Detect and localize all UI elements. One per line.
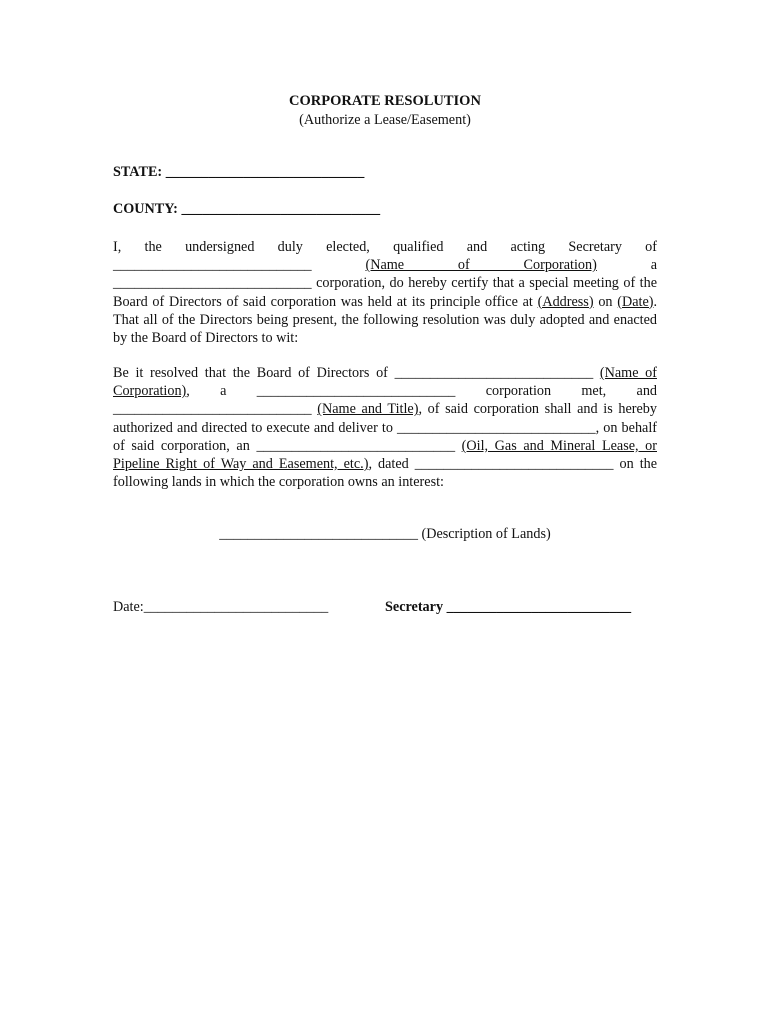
description-of-lands-line: [0, 526, 770, 543]
state-field: [113, 164, 364, 181]
state-blank: ____________________________: [165, 164, 365, 180]
address-placeholder: (Address): [537, 293, 594, 310]
name-of-corporation-placeholder: (Name of Corporation): [365, 257, 597, 274]
blank-line: ____________________________: [414, 456, 614, 473]
description-of-lands-label: (Description of Lands): [421, 526, 551, 542]
secretary-label: Secretary: [385, 599, 444, 615]
secretary-signature-field: [385, 599, 631, 616]
name-and-title-placeholder: (Name and Title): [317, 401, 419, 418]
county-label: COUNTY:: [113, 201, 178, 217]
resolution-paragraph: Be it resolved that the Board of Directors of ____________________________ (Name of Corporation), a ____________________________ corporation met, and ____________________________ (Name and Title), of said corporation shall and is hereby authorized and directed to execute and deliver to ____________________________, on behalf of said corporation, an ____________________________ (Oil, Gas and Mineral Lease, or Pipeline Right of Way and Easement, etc.), dated ____________________________ on the following lands in which the corporation owns an interest:: [113, 365, 658, 491]
name-of-corporation-placeholder: (Name of Corporation): [113, 365, 657, 400]
blank-line: ____________________________: [256, 437, 456, 454]
blank-line: ____________________________: [397, 419, 596, 436]
document-title: CORPORATE RESOLUTION: [289, 93, 481, 109]
date-blank: __________________________: [143, 599, 329, 615]
date-label: Date:: [113, 599, 144, 615]
county-blank: ____________________________: [181, 201, 381, 217]
state-label: STATE:: [113, 164, 163, 180]
blank-line: ____________________________: [113, 401, 312, 418]
blank-line: ____________________________: [394, 365, 594, 381]
blank-line: ____________________________: [256, 383, 456, 400]
document-subtitle: (Authorize a Lease/Easement): [299, 112, 471, 128]
date-signature-field: [113, 599, 328, 616]
blank-line: ____________________________: [219, 526, 418, 542]
county-field: [113, 201, 380, 218]
certification-paragraph: I, the undersigned duly elected, qualified and acting Secretary of ____________________________ (Name of Corporation) a ____________________________ corporation, do hereby certify that a special meeting of the Board of Directors of said corporation was held at its principle office at (Address) on (Date). That all of the Directors being present, the following resolution was duly adopted and enacted by the Board of Directors to wit:: [113, 239, 658, 347]
secretary-blank: __________________________: [446, 599, 632, 615]
date-placeholder: (Date): [617, 293, 654, 310]
lease-type-placeholder: (Oil, Gas and Mineral Lease, or Pipeline Right of Way and Easement, etc.): [113, 437, 657, 473]
blank-line: ____________________________: [113, 257, 312, 274]
blank-line: ____________________________: [113, 275, 312, 292]
